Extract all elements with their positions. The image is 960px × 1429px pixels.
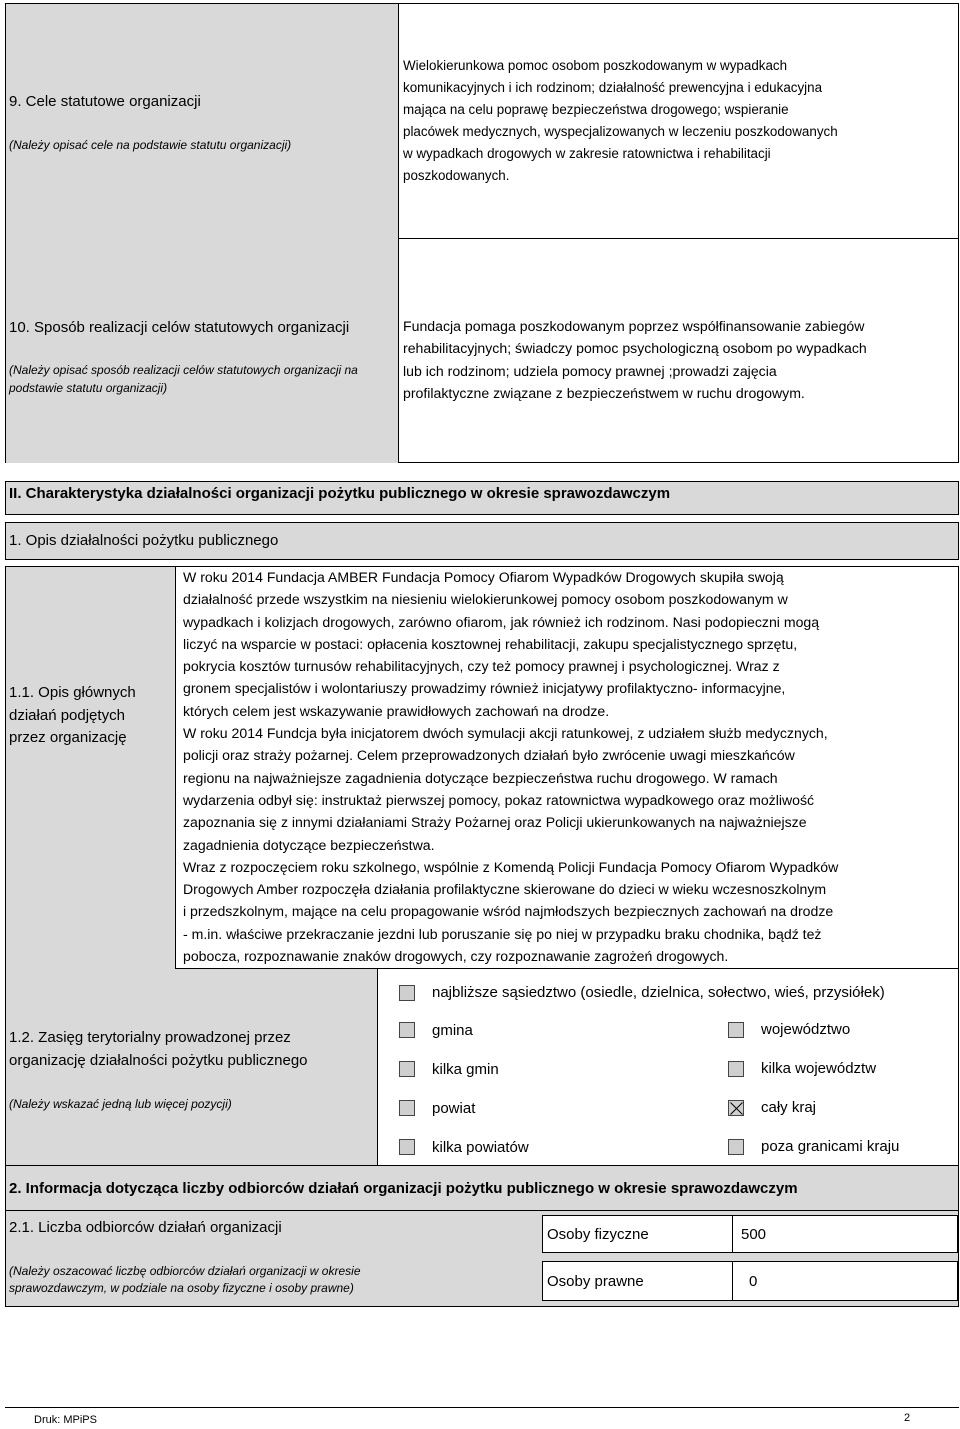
- text-line: wypadkach i kolizjach drogowych, zarówno ofiarom, jak również ich rodzinom. Nasi podopieczni mogą: [183, 613, 820, 630]
- checkbox-gmina[interactable]: [399, 1022, 415, 1038]
- text-line: komunikacyjnych i ich rodzinom; działalność prewencyjna i edukacyjna: [403, 80, 823, 95]
- option-wojewodztwo-label: województwo: [761, 1021, 851, 1038]
- section-9-label: 9. Cele statutowe organizacji: [9, 93, 201, 110]
- text-line: i przedszkolnym, mające na celu propagowanie wśród najmłodszych bezpiecznych zachowań na drodze: [183, 903, 834, 920]
- part-1-header: 1. Opis działalności pożytku publicznego: [9, 532, 279, 549]
- option-kilka-powiatow-label: kilka powiatów: [432, 1139, 529, 1156]
- section-10-text: [403, 315, 957, 404]
- section-9-label-cell: [5, 3, 398, 239]
- text-line: Wielokierunkowa pomoc osobom poszkodowanym w wypadkach: [403, 58, 788, 73]
- text-line: - m.in. właściwe przekraczanie jezdni lub poruszanie się po niej w przypadku braku chodnika, bądź też: [183, 925, 822, 942]
- section-2-1-note-1: (Należy oszacować liczbę odbiorców działań organizacji w okresie: [9, 1264, 361, 1278]
- section-1-2-label-2: organizację działalności pożytku publicznego: [9, 1052, 308, 1069]
- checkbox-poza-granicami[interactable]: [728, 1139, 744, 1155]
- text-line: wydarzenia odbył się: instruktaż pierwszej pomocy, pokaz ratownictwa wypadkowego oraz możliwość: [183, 791, 815, 808]
- osoby-fizyczne-label: Osoby fizyczne: [547, 1226, 649, 1243]
- text-line: Drogowych Amber rozpoczęła działania profilaktyczne skierowane do dzieci w wieku wczesnoszkolnym: [183, 881, 827, 898]
- section-1-1-label-cell: [5, 566, 176, 969]
- option-kilka-wojewodztw-label: kilka województw: [761, 1060, 877, 1077]
- text-line: W roku 2014 Fundacja AMBER Fundacja Pomocy Ofiarom Wypadków Drogowych skupiła swoją: [183, 569, 784, 585]
- text-line: których celem jest wskazywanie prawidłowych zachowań na drodze.: [183, 702, 610, 719]
- footer-rule: [5, 1407, 959, 1408]
- text-line: poszkodowanych.: [403, 168, 510, 183]
- section-2-1-note-2: sprawozdawczym, w podziale na osoby fizyczne i osoby prawne): [9, 1281, 354, 1295]
- label-line: działań podjętych: [9, 706, 125, 724]
- section-10-note-1: (Należy opisać sposób realizacji celów statutowych organizacji na: [9, 363, 358, 377]
- osoby-prawne-value: 0: [749, 1273, 758, 1290]
- text-line: liczyć na wsparcie w postaci: opłacenia kosztownej rehabilitacji, zakupu specjalistycznego sprzętu,: [183, 635, 798, 652]
- section-1-1-label: [9, 682, 136, 750]
- section-10-label: 10. Sposób realizacji celów statutowych organizacji: [9, 319, 350, 336]
- option-kilka-gmin-label: kilka gmin: [432, 1061, 499, 1078]
- part-2-header: 2. Informacja dotycząca liczby odbiorców działań organizacji pożytku publicznego w okresie sprawozdawczym: [9, 1180, 798, 1197]
- osoby-prawne-value-cell[interactable]: [732, 1261, 958, 1301]
- osoby-prawne-label: Osoby prawne: [547, 1273, 644, 1290]
- section-2-1-label: 2.1. Liczba odbiorców działań organizacji: [9, 1219, 282, 1236]
- text-line: regionu na najważniejsze zagadnienia dotyczące bezpieczeństwa ruchu drogowego. W ramach: [183, 769, 778, 786]
- section-1-1-text: [183, 566, 956, 967]
- osoby-fizyczne-value-cell[interactable]: [732, 1215, 958, 1253]
- text-line: działalność przede wszystkim na niesieniu wielokierunkowej pomocy osobom poszkodowanym w: [183, 591, 788, 608]
- text-line: gronem specjalistów i wolontariuszy prowadzimy również inicjatywy profilaktyczno- informacyjne,: [183, 680, 786, 697]
- text-line: pobocza, rozpoznawanie znaków drogowych, czy rozpoznawanie zagrożeń drogowych.: [183, 948, 729, 965]
- section-9-text: [403, 55, 953, 187]
- checkbox-sasiedztwo[interactable]: [399, 985, 415, 1001]
- section-1-2-label-1: 1.2. Zasięg terytorialny prowadzonej przez: [9, 1029, 291, 1046]
- label-line: przez organizację: [9, 729, 127, 746]
- text-line: Wraz z rozpoczęciem roku szkolnego, wspólnie z Komendą Policji Fundacja Pomocy Ofiarom Wypadków: [183, 858, 839, 875]
- option-gmina-label: gmina: [432, 1022, 473, 1039]
- text-line: Fundacja pomaga poszkodowanym poprzez współfinansowanie zabiegów: [403, 318, 865, 334]
- text-line: zapoznania się z innymi działaniami Straży Pożarnej oraz Policji ukierunkowanych na najważniejsze: [183, 814, 807, 831]
- checkbox-powiat[interactable]: [399, 1100, 415, 1116]
- checkbox-kilka-gmin[interactable]: [399, 1061, 415, 1077]
- section-10-note-2: podstawie statutu organizacji): [9, 381, 168, 395]
- footer-page-number: 2: [904, 1412, 911, 1424]
- text-line: rehabilitacyjnych; świadczy pomoc psychologiczną osobom po wypadkach: [403, 340, 867, 357]
- section-9-note: (Należy opisać cele na podstawie statutu organizacji): [9, 138, 292, 152]
- text-line: policji oraz straży pożarnej. Celem przeprowadzonych działań było zwrócenie uwagi mieszkańców: [183, 747, 795, 764]
- checkbox-caly-kraj[interactable]: [728, 1100, 744, 1116]
- osoby-fizyczne-label-cell: [542, 1215, 733, 1253]
- text-line: mająca na celu poprawę bezpieczeństwa drogowego; wspieranie: [403, 102, 789, 117]
- text-line: profilaktyczne związane z bezpieczeństwem w ruchu drogowym.: [403, 384, 805, 401]
- text-line: placówek medycznych, wyspecjalizowanych w leczeniu poszkodowanych: [403, 124, 838, 139]
- text-line: W roku 2014 Fundcja była inicjatorem dwóch symulacji akcji ratunkowej, z udziałem służb medycznych,: [183, 725, 828, 742]
- text-line: w wypadkach drogowych w zakresie ratownictwa i rehabilitacji: [403, 146, 771, 161]
- section-10-label-cell: [5, 239, 398, 463]
- option-sasiedztwo-label: najbliższe sąsiedztwo (osiedle, dzielnica, sołectwo, wieś, przysiółek): [432, 984, 885, 1001]
- checkbox-kilka-wojewodztw[interactable]: [728, 1061, 744, 1077]
- osoby-prawne-label-cell: [542, 1261, 733, 1301]
- option-powiat-label: powiat: [432, 1100, 476, 1117]
- text-line: lub ich rodzinom; udziela pomocy prawnej ;prowadzi zajęcia: [403, 362, 777, 379]
- text-line: zagadnienia dotyczące bezpieczeństwa.: [183, 836, 435, 853]
- footer-print-label: Druk: MPiPS: [34, 1414, 97, 1426]
- label-line: 1.1. Opis głównych: [9, 684, 136, 701]
- osoby-fizyczne-value: 500: [741, 1226, 767, 1243]
- checkbox-wojewodztwo[interactable]: [728, 1022, 744, 1038]
- part-II-header: II. Charakterystyka działalności organizacji pożytku publicznego w okresie sprawozdawczym: [9, 485, 671, 502]
- text-line: pokrycia kosztów turnusów rehabilitacyjnych, czy też pomocy prawnej i psychologicznej. Wraz z: [183, 658, 780, 675]
- checkbox-kilka-powiatow[interactable]: [399, 1139, 415, 1155]
- section-1-2-note: (Należy wskazać jedną lub więcej pozycji): [9, 1097, 232, 1111]
- option-caly-kraj-label: cały kraj: [761, 1099, 817, 1116]
- option-poza-granicami-label: poza granicami kraju: [761, 1138, 900, 1155]
